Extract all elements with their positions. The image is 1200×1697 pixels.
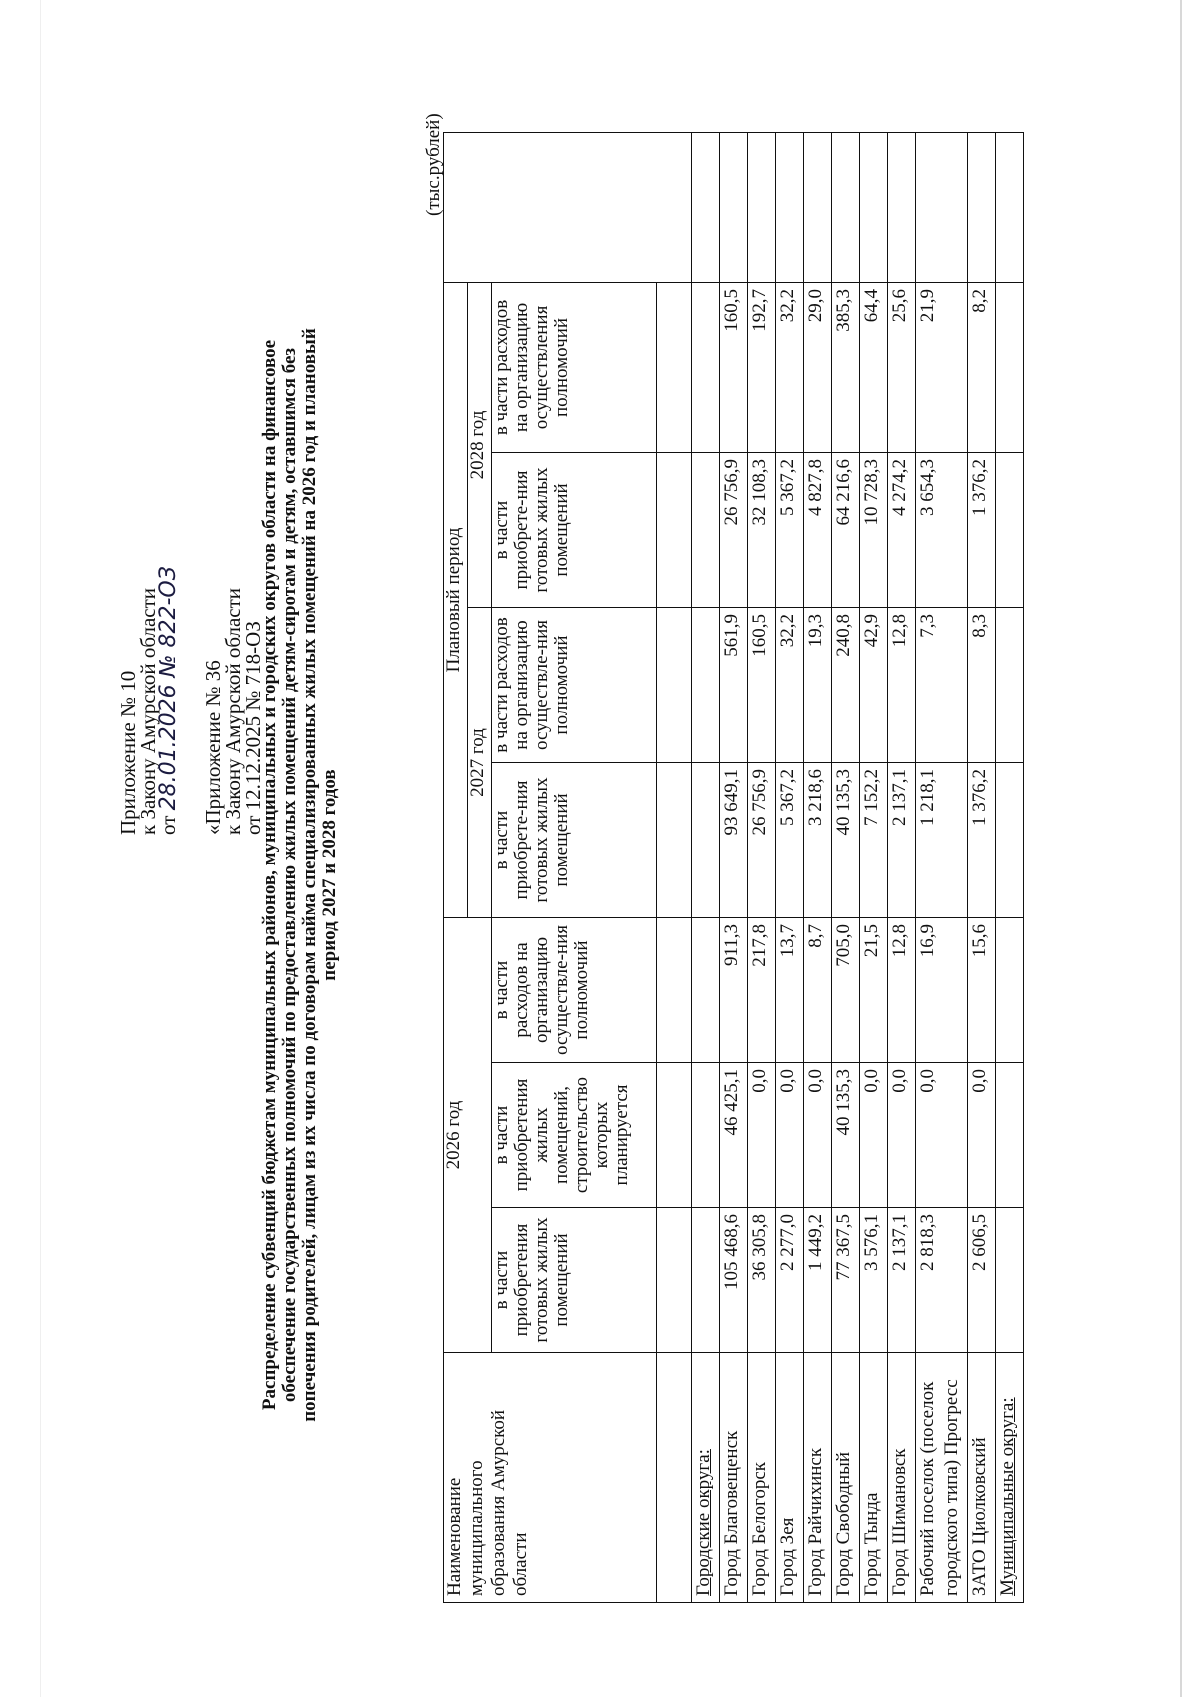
empty-cell [720, 132, 748, 282]
title-line: период 2027 и 2028 годов [319, 769, 340, 981]
table-row [916, 132, 968, 1602]
col-header-2026: 2026 год [444, 918, 492, 1353]
value-cell: 64 216,6 [832, 453, 860, 608]
value-cell: 0,0 [776, 1063, 804, 1208]
title-line: попечения родителей, лицам из их числа по договорам найма специализированных жилых помещений на 2026 год и плановый [299, 328, 320, 1422]
value-cell: 0,0 [860, 1063, 888, 1208]
value-cell: 77 367,5 [832, 1208, 860, 1353]
empty-cell [968, 132, 996, 282]
col-header-2028-admin: в части расходов на организацию осуществления полномочий [492, 282, 657, 452]
value-cell: 3 576,1 [860, 1208, 888, 1353]
empty-edge-column [444, 132, 692, 282]
table-row [804, 132, 832, 1602]
col-header-2028-ready: в части приобрете-ния готовых жилых помещений [492, 453, 657, 608]
empty-cell [657, 608, 692, 763]
appendix-line: к Закону Амурской области [221, 587, 245, 835]
value-cell: 16,9 [916, 918, 968, 1063]
table-row [776, 132, 804, 1602]
col-header-2026-admin: в части расходов на организацию осуществле-ния полномочий [492, 918, 657, 1063]
value-cell: 15,6 [968, 918, 996, 1063]
value-cell: 8,2 [968, 282, 996, 452]
value-cell: 32,2 [776, 282, 804, 452]
value-cell: 3 218,6 [804, 763, 832, 918]
units-label: (тыс.рублей) [423, 113, 444, 216]
value-cell: 93 649,1 [720, 763, 748, 918]
value-cell: 40 135,3 [832, 763, 860, 918]
municipality-name: Город Райчихинск [804, 1353, 832, 1603]
appendix-date-line [158, 315, 179, 835]
value-cell: 0,0 [968, 1063, 996, 1208]
value-cell: 705,0 [832, 918, 860, 1063]
col-header-2026-construction: в части приобретения жилых помещений, строительство которых планируется [492, 1063, 657, 1208]
appendix-line: Приложение № 10 [116, 670, 140, 835]
value-cell: 32,2 [776, 608, 804, 763]
document-title [260, 210, 340, 1540]
group-label: Городские округа: [692, 1353, 720, 1603]
value-cell: 2 277,0 [776, 1208, 804, 1353]
value-cell: 240,8 [832, 608, 860, 763]
rotated-page [40, 80, 1200, 1650]
value-cell: 4 827,8 [804, 453, 832, 608]
municipality-name: ЗАТО Циолковский [968, 1353, 996, 1603]
value-cell: 4 274,2 [888, 453, 916, 608]
appendix-line: к Закону Амурской области [136, 587, 160, 835]
municipality-name: Город Свободный [832, 1353, 860, 1603]
col-header-2028: 2028 год [468, 282, 492, 607]
value-cell: 2 137,1 [888, 763, 916, 918]
value-cell: 26 756,9 [720, 453, 748, 608]
municipality-name: Рабочий поселок (поселок городского типа) Прогресс [916, 1353, 968, 1603]
appendix-line: от 12.12.2025 № 718-ОЗ [241, 621, 265, 835]
value-cell: 8,7 [804, 918, 832, 1063]
empty-cell [657, 763, 692, 918]
value-cell: 2 137,1 [888, 1208, 916, 1353]
value-cell: 12,8 [888, 918, 916, 1063]
value-cell: 2 818,3 [916, 1208, 968, 1353]
value-cell: 42,9 [860, 608, 888, 763]
empty-cell [657, 918, 692, 1063]
municipality-name: Город Зея [776, 1353, 804, 1603]
empty-cell [776, 132, 804, 282]
empty-cell [916, 132, 968, 282]
table-row [720, 132, 748, 1602]
empty-cell [888, 132, 916, 282]
value-cell: 7 152,2 [860, 763, 888, 918]
value-cell: 1 376,2 [968, 763, 996, 918]
title-line: Распределение субвенций бюджетам муниципальных районов, муниципальных и городских округов области на финансовое [259, 339, 280, 1411]
group-row [692, 132, 720, 1602]
value-cell: 13,7 [776, 918, 804, 1063]
value-cell: 46 425,1 [720, 1063, 748, 1208]
value-cell: 160,5 [748, 608, 776, 763]
appendix-line: «Приложение № 36 [201, 660, 225, 835]
value-cell: 36 305,8 [748, 1208, 776, 1353]
appendix-date-prefix: от [156, 815, 180, 835]
title-line: обеспечение государственных полномочий по предоставлению жилых помещений детям-сиротам и детям, оставшимся без [279, 347, 300, 1403]
empty-cell [657, 1353, 692, 1603]
value-cell: 64,4 [860, 282, 888, 452]
value-cell: 217,8 [748, 918, 776, 1063]
value-cell: 192,7 [748, 282, 776, 452]
empty-cell [860, 132, 888, 282]
table-row [860, 132, 888, 1602]
municipality-name: Город Белогорск [748, 1353, 776, 1603]
value-cell: 1 376,2 [968, 453, 996, 608]
table-row [968, 132, 996, 1602]
value-cell: 40 135,3 [832, 1063, 860, 1208]
value-cell: 1 449,2 [804, 1208, 832, 1353]
empty-cell [748, 132, 776, 282]
value-cell: 5 367,2 [776, 763, 804, 918]
value-cell: 0,0 [916, 1063, 968, 1208]
value-cell: 911,3 [720, 918, 748, 1063]
value-cell: 32 108,3 [748, 453, 776, 608]
value-cell: 2 606,5 [968, 1208, 996, 1353]
value-cell: 1 218,1 [916, 763, 968, 918]
municipality-name: Город Тында [860, 1353, 888, 1603]
municipality-name: Город Шимановск [888, 1353, 916, 1603]
subsidy-table [443, 132, 1024, 1603]
value-cell: 385,3 [832, 282, 860, 452]
table-row [748, 132, 776, 1602]
municipality-name: Город Благовещенск [720, 1353, 748, 1603]
value-cell: 10 728,3 [860, 453, 888, 608]
group-label: Муниципальные округа: [996, 1353, 1024, 1603]
empty-cell [804, 132, 832, 282]
appendix-header [118, 315, 263, 835]
empty-cell [657, 1208, 692, 1353]
value-cell: 0,0 [888, 1063, 916, 1208]
value-cell: 19,3 [804, 608, 832, 763]
value-cell: 29,0 [804, 282, 832, 452]
col-header-planned: Плановый период [444, 282, 468, 917]
value-cell: 561,9 [720, 608, 748, 763]
col-header-2026-ready: в части приобретения готовых жилых помещений [492, 1208, 657, 1353]
table-row [832, 132, 860, 1602]
value-cell: 25,6 [888, 282, 916, 452]
value-cell: 3 654,3 [916, 453, 968, 608]
col-header-2027: 2027 год [468, 608, 492, 918]
value-cell: 12,8 [888, 608, 916, 763]
value-cell: 26 756,9 [748, 763, 776, 918]
empty-cell [657, 282, 692, 452]
value-cell: 21,5 [860, 918, 888, 1063]
empty-cell [832, 132, 860, 282]
value-cell: 8,3 [968, 608, 996, 763]
value-cell: 21,9 [916, 282, 968, 452]
col-header-name: Наименование муниципального образования Амурской области [444, 1353, 657, 1603]
col-header-2027-admin: в части расходов на организацию осуществле-ния полномочий [492, 608, 657, 763]
value-cell: 160,5 [720, 282, 748, 452]
value-cell: 0,0 [748, 1063, 776, 1208]
empty-cell [657, 1063, 692, 1208]
col-header-2027-ready: в части приобрете-ния готовых жилых помещений [492, 763, 657, 918]
value-cell: 0,0 [804, 1063, 832, 1208]
value-cell: 7,3 [916, 608, 968, 763]
empty-cell [657, 453, 692, 608]
value-cell: 5 367,2 [776, 453, 804, 608]
group-row [996, 132, 1024, 1602]
value-cell: 105 468,6 [720, 1208, 748, 1353]
handwritten-date-number: 28.01.2026 № 822-ОЗ [156, 566, 181, 811]
table-row [888, 132, 916, 1602]
